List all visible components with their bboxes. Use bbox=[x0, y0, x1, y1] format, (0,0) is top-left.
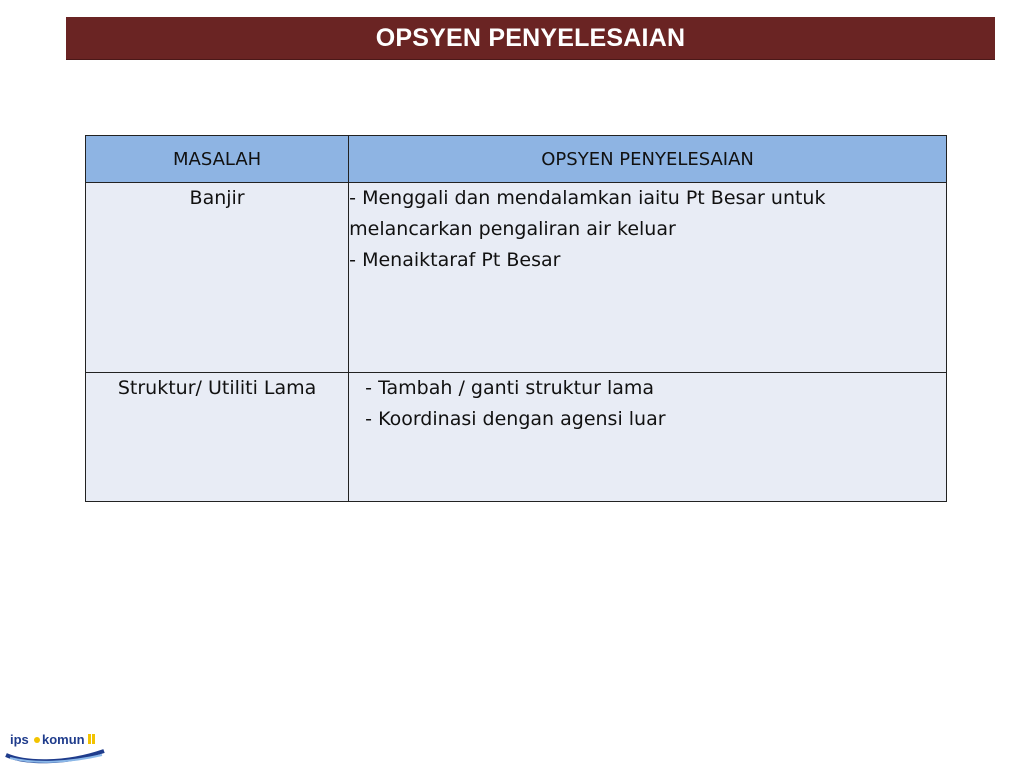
problem-cell: Struktur/ Utiliti Lama bbox=[86, 373, 349, 502]
slide-title: OPSYEN PENYELESAIAN bbox=[375, 23, 686, 52]
header-opsyen-penyelesaian: OPSYEN PENYELESAIAN bbox=[349, 136, 947, 183]
option-line: - Menggali dan mendalamkan iaitu Pt Besar untuk bbox=[349, 187, 826, 209]
table-row bbox=[86, 183, 947, 373]
option-line: melancarkan pengaliran air keluar bbox=[349, 218, 676, 240]
header-masalah: MASALAH bbox=[86, 136, 349, 183]
option-cell bbox=[349, 373, 947, 502]
logo-graphic bbox=[4, 725, 108, 765]
table-row bbox=[86, 373, 947, 502]
table-header-row bbox=[86, 136, 947, 183]
slide-title-bar bbox=[66, 17, 995, 60]
logo-text-right: komun bbox=[42, 732, 85, 747]
problem-solution-table bbox=[85, 135, 947, 502]
option-line: - Menaiktaraf Pt Besar bbox=[349, 249, 561, 271]
option-cell bbox=[349, 183, 947, 373]
logo-text-left: ips bbox=[10, 732, 29, 747]
problem-cell: Banjir bbox=[86, 183, 349, 373]
ipskomun-logo bbox=[4, 725, 108, 765]
option-line: - Koordinasi dengan agensi luar bbox=[365, 408, 666, 430]
option-line: - Tambah / ganti struktur lama bbox=[365, 377, 655, 399]
